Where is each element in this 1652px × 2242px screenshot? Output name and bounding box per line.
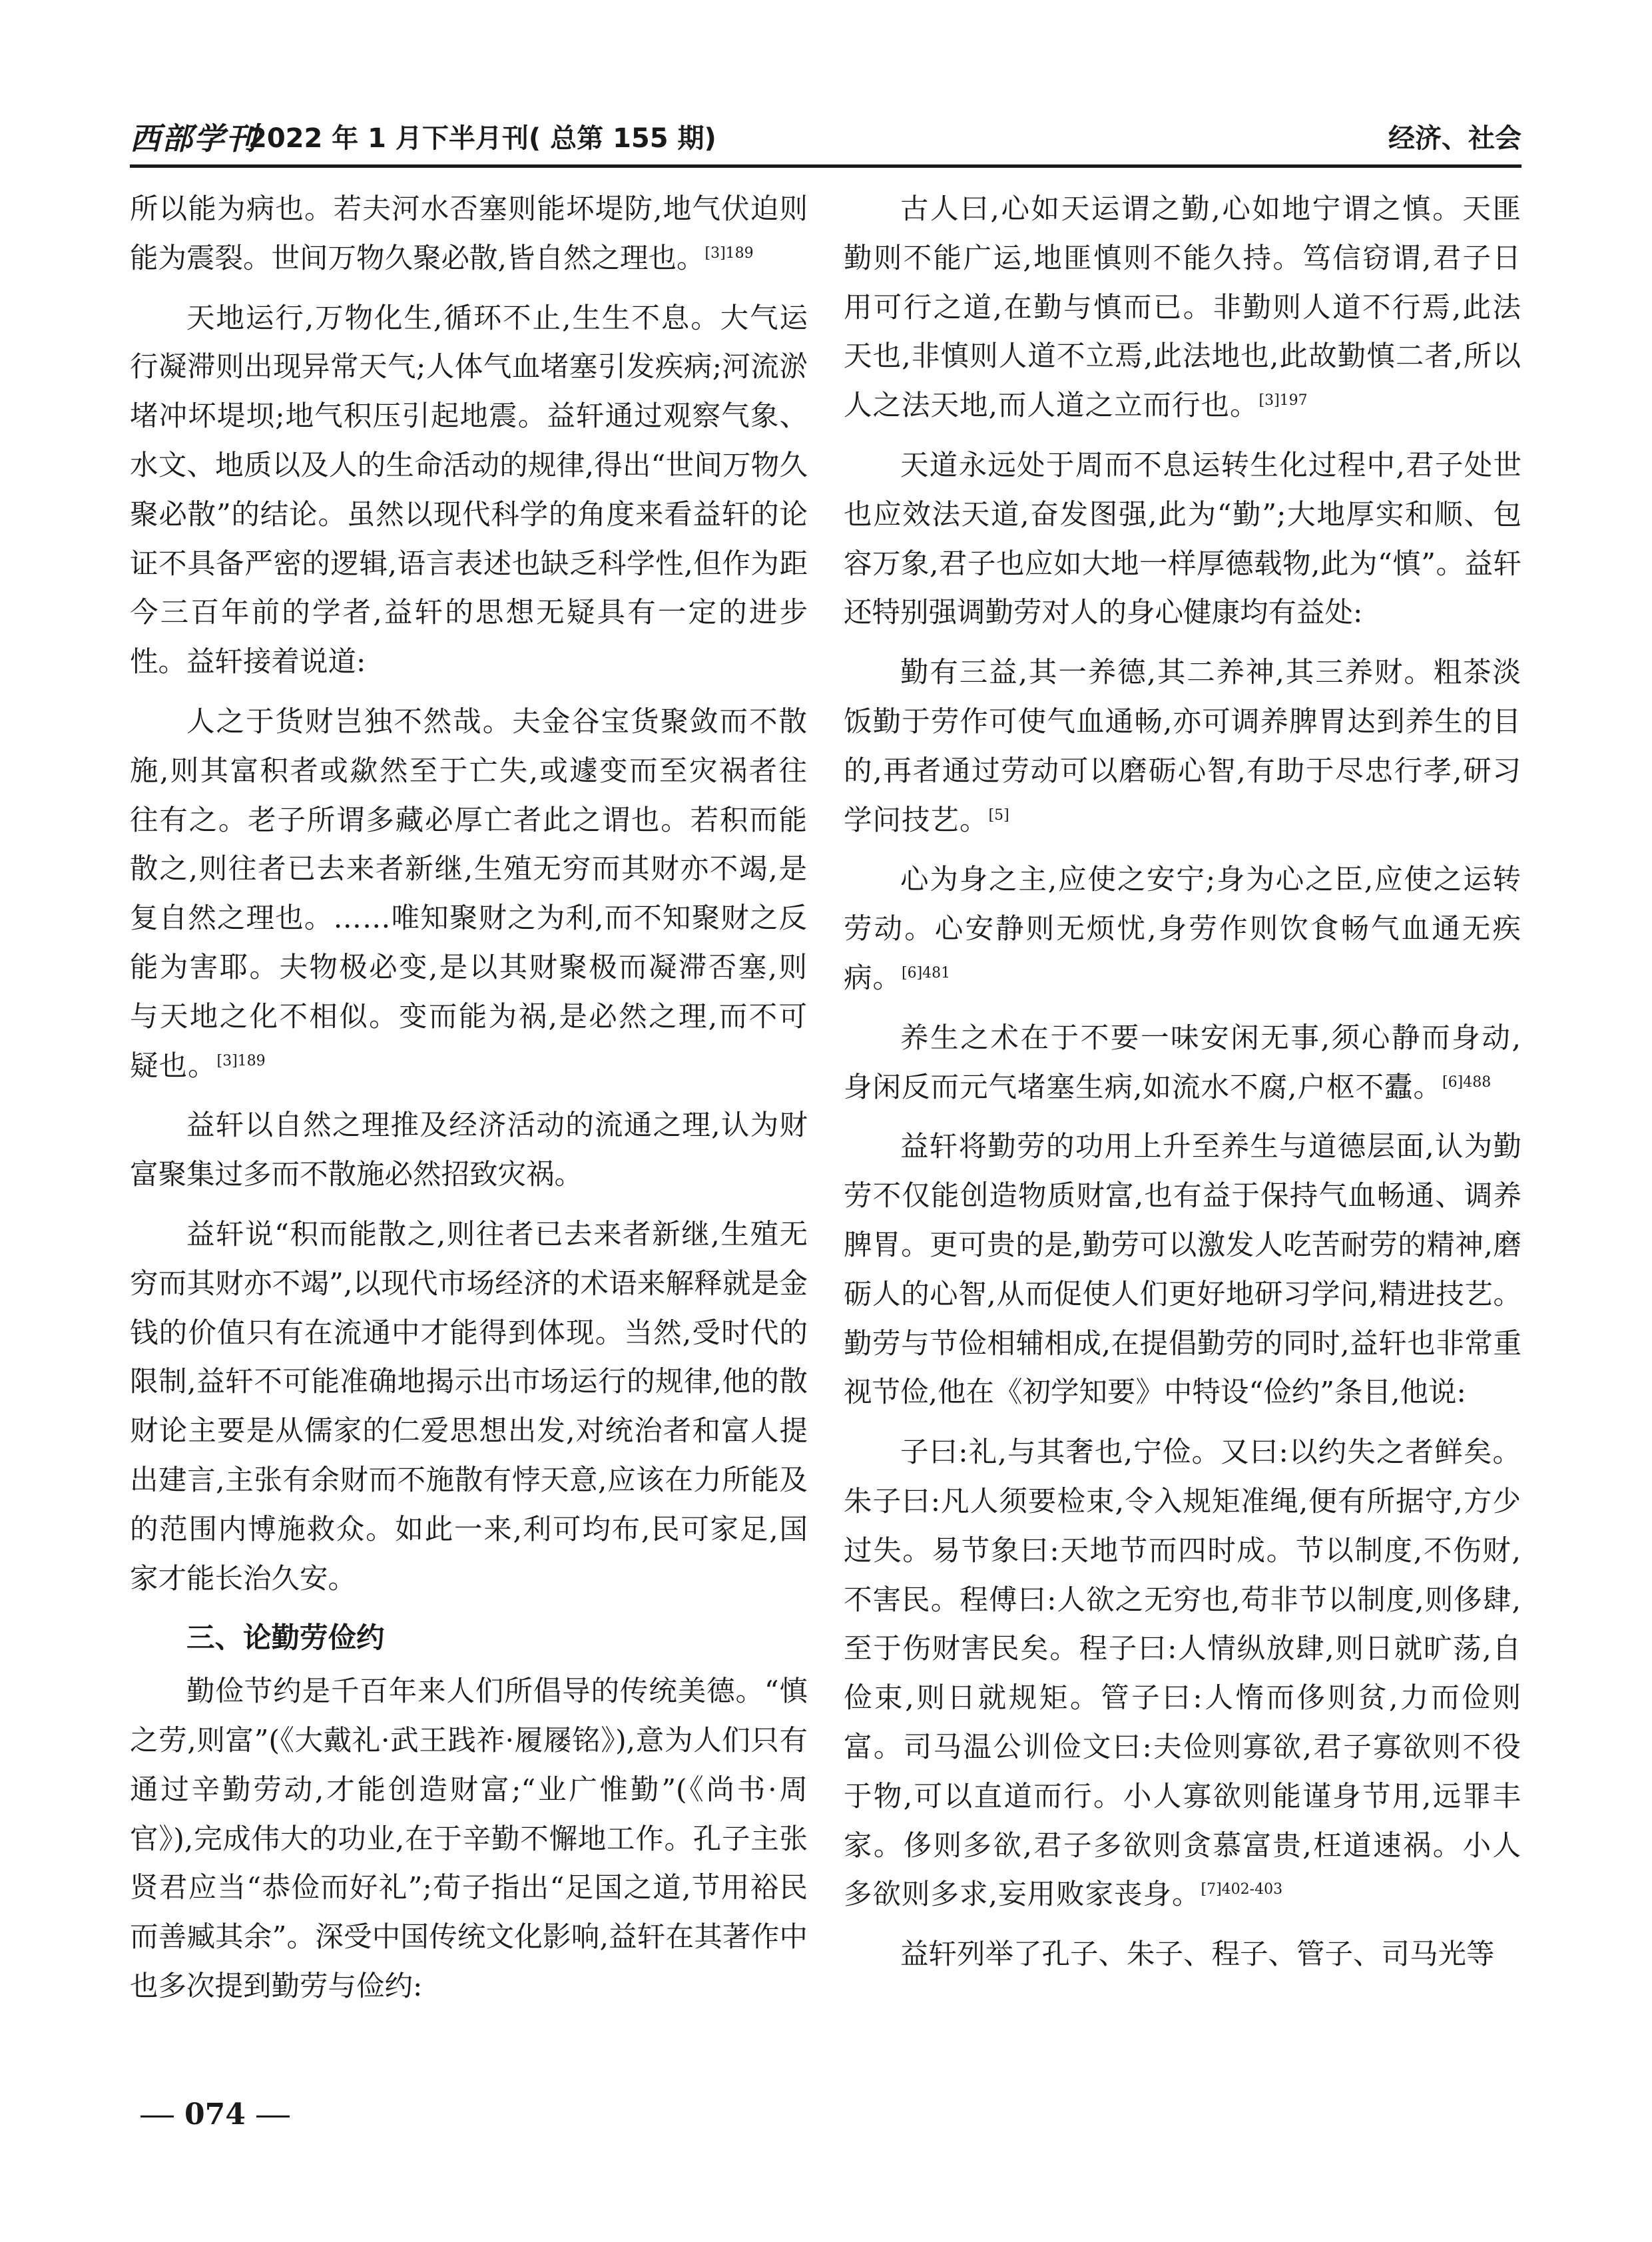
paragraph: 益轩列举了孔子、朱子、程子、管子、司马光等 [900,1938,1495,1972]
block-quote: 心为身之主,应使之安宁;身为心之臣,应使之运转劳动。心安静则无烦忧,身劳作则饮食畅气血通无疾病。$^{[6]481}$ [844,864,1521,995]
paragraph: 益轩说“积而能散之,则往者已去来者新继,生殖无穷而其财亦不竭”,以现代市场经济的术语来解释就是金钱的价值只有在流通中才能得到体现。当然,受时代的限制,益轩不可能准确地揭示出市场运行的规律,他的散财论主要是从儒家的仁爱思想出发,对统治者和富人提出建言,主张有余财而不施散有悖天意,应该在力所能及的范围内博施救众。如此一来,利可均布,民可家足,国家才能长治久安。 [130,1218,808,1595]
citation: [3]197 [1258,392,1308,410]
page-footer [130,2098,300,2137]
block-quote: 子曰:礼,与其奢也,宁俭。又曰:以约失之者鲜矣。朱子曰:凡人须要检束,令入规矩准绳,便有所据守,方少过失。易节象曰:天地节而四时成。节以制度,不伤财,不害民。程傅曰:人欲之无穷也,苟非节以制度,则侈肆,至于伤财害民矣。程子曰:人情纵放肆,则日就旷荡,自俭束,则日就规矩。管子曰:人惰而侈则贫,力而俭则富。司马温公训俭文曰:夫俭则寡欲,君子寡欲则不役于物,可以直道而行。小人寡欲则能谨身节用,远罪丰家。侈则多欲,君子多欲则贪慕富贵,枉道速祸。小人多欲则多求,妄用败家丧身。$^{[7]402-403}$ [844,1436,1521,1912]
citation: [6]481 [902,964,951,981]
paragraph: 勤俭节约是千百年来人们所倡导的传统美德。“慎之劳,则富”(《大戴礼·武王践祚·履屦铭》),意为人们只有通过辛勤劳动,才能创造财富;“业广惟勤”(《尚书·周官》),完成伟大的功业,在于辛勤不懈地工作。孔子主张贤君应当“恭俭而好礼”;荀子指出“足国之道,节用裕民而善臧其余”。深受中国传统文化影响,益轩在其著作中也多次提到勤劳与俭约: [130,1675,808,2003]
citation: [5] [988,806,1009,824]
page-header [130,113,1521,160]
citation: [6]488 [1442,1073,1492,1091]
page-number: 074 [184,2098,246,2131]
block-quote: 勤有三益,其一养德,其二养神,其三养财。粗茶淡饭勤于劳作可使气血通畅,亦可调养脾胃达到养生的目的,再者通过劳动可以磨砺心智,有助于尽忠行孝,研习学问技艺。[5] [844,657,1521,837]
left-column [130,185,808,2022]
issue-info: 2022 年 1 月下半月刊( 总第 155 期) [248,123,716,154]
paragraph: 所以能为病也。若夫河水否塞则能坏堤防,地气伏迫则能为震裂。世间万物久聚必散,皆自然之理也。$^{[3]189}$ [130,193,808,275]
block-quote: 古人曰,心如天运谓之勤,心如地宁谓之慎。天匪勤则不能广运,地匪慎则不能久持。笃信窃谓,君子日用可行之道,在勤与慎而已。非勤则人道不行焉,此法天也,非慎则人道不立焉,此法地也,此故勤慎二者,所以人之法天地,而人道之立而行也。$^{[3]197}$ [844,193,1521,423]
right-column [844,185,1521,1990]
citation: [3]189 [216,1052,266,1069]
block-quote: 人之于货财岂独不然哉。夫金谷宝货聚敛而不散施,则其富积者或歘然至于亡失,或遽变而至灾祸者往往有之。老子所谓多藏必厚亡者此之谓也。若积而能散之,则往者已去来者新继,生殖无穷而其财亦不竭,是复自然之理也。……唯知聚财之为利,而不知聚财之反能为害耶。夫物极必变,是以其财聚极而凝滞否塞,则与天地之化不相似。变而能为祸,是必然之理,而不可疑也。$^{[3]189}$ [130,705,808,1083]
journal-logo: 西部学刊 [130,121,258,156]
paragraph: 天地运行,万物化生,循环不止,生生不息。大气运行凝滞则出现异常天气;人体气血堵塞引发疾病;河流淤堵冲坏堤坝;地气积压引起地震。益轩通过观察气象、水文、地质以及人的生命活动的规律,得出“世间万物久聚必散”的结论。虽然以现代科学的角度来看益轩的论证不具备严密的逻辑,语言表述也缺乏科学性,但作为距今三百年前的学者,益轩的思想无疑具有一定的进步性。益轩接着说道: [130,302,808,679]
paragraph: 益轩将勤劳的功用上升至养生与道德层面,认为勤劳不仅能创造物质财富,也有益于保持气血畅通、调养脾胃。更可贵的是,勤劳可以激发人吃苦耐劳的精神,磨砺人的心智,从而促使人们更好地研习学问,精进技艺。勤劳与节俭相辅相成,在提倡勤劳的同时,益轩也非常重视节俭,他在《初学知要》中特设“俭约”条目,他说: [844,1131,1521,1410]
citation: [7]402-403 [1201,1881,1283,1898]
block-quote: 养生之术在于不要一味安闲无事,须心静而身动,身闲反而元气堵塞生病,如流水不腐,户枢不蠹。$^{[6]488}$ [844,1021,1521,1104]
section-heading: 三、论勤劳俭约 [186,1622,385,1655]
citation: [3]189 [704,244,754,262]
dash-right [256,2115,290,2117]
dash-left [140,2115,174,2117]
section-title: 经济、社会 [1388,123,1521,154]
paragraph: 益轩以自然之理推及经济活动的流通之理,认为财富聚集过多而不散施必然招致灾祸。 [130,1109,808,1192]
paragraph: 天道永远处于周而不息运转生化过程中,君子处世也应效法天道,奋发图强,此为“勤”;大地厚实和顺、包容万象,君子也应如大地一样厚德载物,此为“慎”。益轩还特别强调勤劳对人的身心健康均有益处: [844,449,1521,630]
header-rule [130,164,1521,168]
